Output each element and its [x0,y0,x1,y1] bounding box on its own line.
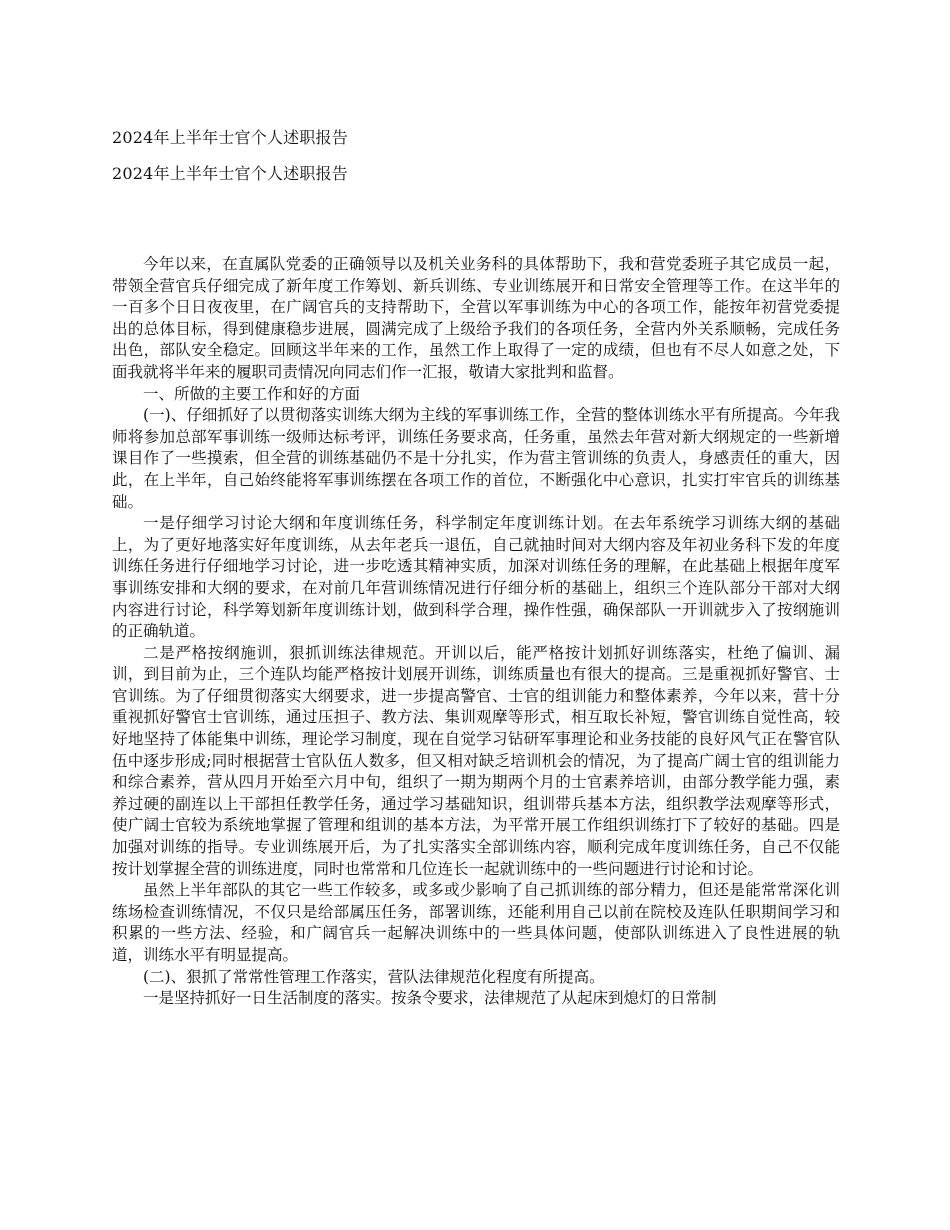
section-heading-1: 一、所做的主要工作和好的方面 [143,384,361,403]
paragraph-subsection-1: (一)、仔细抓好了以贯彻落实训练大纲为主线的军事训练工作，全营的整体训练水平有所提高。今年我师将参加总部军事训练一级师达标考评，训练任务要求高，任务重，虽然去年营对新大纲规定的一些新增课目作了一些摸索，但全营的训练基础仍不是十分扎实，作为营主管训练的负责人，身感责任的重大，因此，在上半年，自己始终能将军事训练摆在各项工作的首位，不断强化中心意识，扎实打牢官兵的训练基础。 [112,406,840,511]
paragraph-subsection-2: (二)、狠抓了常常性管理工作落实，营队法律规范化程度有所提高。 [143,967,605,986]
document-body [112,254,840,1010]
paragraph-intro: 今年以来，在直属队党委的正确领导以及机关业务科的具体帮助下，我和营党委班子其它成员一起，带领全营官兵仔细完成了新年度工作筹划、新兵训练、专业训练展开和日常安全管理等工作。在这半年的一百多个日日夜夜里，在广阔官兵的支持帮助下，全营以军事训练为中心的各项工作，能按年初营党委提出的总体目标，得到健康稳步进展，圆满完成了上级给予我们的各项任务，全营内外关系顺畅，完成任务出色，部队安全稳定。回顾这半年来的工作，虽然工作上取得了一定的成绩，但也有不尽人如意之处，下面我就将半年来的履职司责情况向同志们作一汇报，敬请大家批判和监督。 [112,255,840,381]
paragraph-item-2: 二是严格按纲施训，狠抓训练法律规范。开训以后，能严格按计划抓好训练落实，杜绝了偏训、漏训，到目前为止，三个连队均能严格按计划展开训练，训练质量也有很大的提高。三是重视抓好警官、士官训练。为了仔细贯彻落实大纲要求，进一步提高警官、士官的组训能力和整体素养，今年以来，营十分重视抓好警官士官训练，通过压担子、教方法、集训观摩等形式，相互取长补短，警官训练自觉性高，较好地坚持了体能集中训练，理论学习制度，现在自觉学习钻研军事理论和业务技能的良好风气正在警官队伍中逐步形成;同时根据营士官队伍人数多，但又相对缺乏培训机会的情况，为了提高广阔士官的组训能力和综合素养，营从四月开始至六月中旬，组织了一期为期两个月的士官素养培训，由部分教学能力强，素养过硬的副连以上干部担任教学任务，通过学习基础知识，组训带兵基本方法，组织教学法观摩等形式，使广阔士官较为系统地掌握了管理和组训的基本方法，为平常开展工作组织训练打下了较好的基础。四是加强对训练的指导。专业训练展开后，为了扎实落实全部训练内容，顺利完成年度训练任务，自己不仅能按计划掌握全营的训练进度，同时也常常和几位连长一起就训练中的一些问题进行讨论和讨论。 [112,643,840,878]
paragraph-summary: 虽然上半年部队的其它一些工作较多，或多或少影响了自己抓训练的部分精力，但还是能常常深化训练场检查训练情况，不仅只是给部属压任务，部署训练，还能利用自己以前在院校及连队任职期间学习和积累的一些方法、经验，和广阔官兵一起解决训练中的一些具体问题，使部队训练进入了良性进展的轨道，训练水平有明显提高。 [112,881,840,964]
paragraph-item-3: 一是坚持抓好一日生活制度的落实。按条令要求，法律规范了从起床到熄灯的日常制 [143,989,717,1008]
document-subtitle: 2024年上半年士官个人述职报告 [112,164,348,183]
paragraph-item-1: 一是仔细学习讨论大纲和年度训练任务，科学制定年度训练计划。在去年系统学习训练大纲的基础上，为了更好地落实好年度训练，从去年老兵一退伍，自己就抽时间对大纲内容及年初业务科下发的年度训练任务进行仔细地学习讨论，进一步吃透其精神实质，加深对训练任务的理解，在此基础上根据年度军事训练安排和大纲的要求，在对前几年营训练情况进行仔细分析的基础上，组织三个连队部分干部对大纲内容进行讨论，科学筹划新年度训练计划，做到科学合理，操作性强，确保部队一开训就步入了按纲施训的正确轨道。 [112,514,840,641]
document-title: 2024年上半年士官个人述职报告 [112,128,348,147]
